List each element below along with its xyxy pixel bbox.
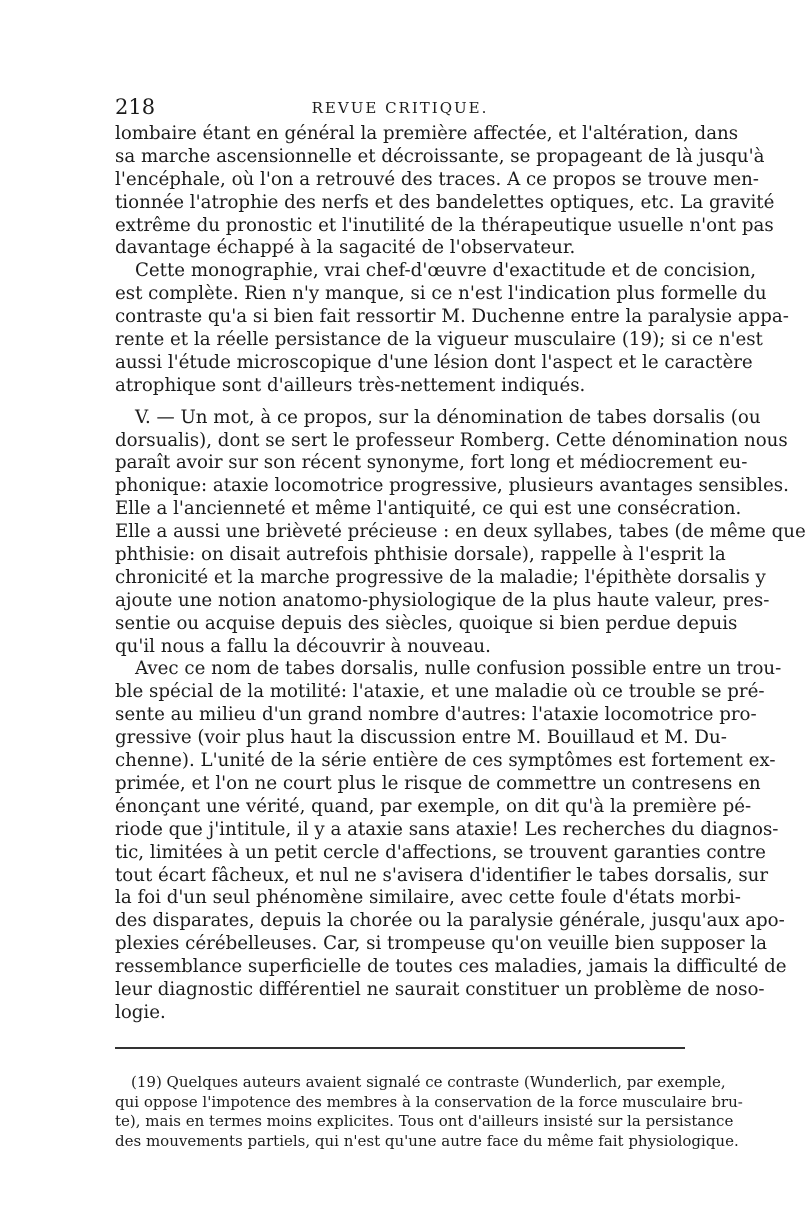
text-line: tout écart fâcheux, et nul ne s'avisera d'identifier le tabes dorsalis, sur <box>115 864 769 886</box>
text-line: Cette monographie, vrai chef-d'œuvre d'exactitude et de concision, <box>135 260 757 282</box>
text-line: sente au milieu d'un grand nombre d'autres: l'ataxie locomotrice pro- <box>115 704 757 726</box>
text-line: sa marche ascensionnelle et décroissante, se propageant de là jusqu'à <box>115 145 765 167</box>
page-number: 218 <box>115 95 156 119</box>
text-line: lombaire étant en général la première affectée, et l'altération, dans <box>115 123 739 144</box>
text-line: dorsualis), dont se sert le professeur Romberg. Cette dénomination nous <box>115 429 788 451</box>
journal-title: REVUE CRITIQUE. <box>311 99 489 117</box>
text-line: chronicité et la marche progressive de la maladie; l'épithète dorsalis y <box>115 566 766 588</box>
text-line: contraste qu'a si bien fait ressortir M. Duchenne entre la paralysie appa- <box>115 306 789 328</box>
text-line: énonçant une vérité, quand, par exemple, on dit qu'à la première pé- <box>115 795 752 817</box>
text-line: logie. <box>115 1001 166 1023</box>
text-line: tic, limitées à un petit cercle d'affections, se trouvent garanties contre <box>115 841 766 863</box>
running-header <box>115 95 685 123</box>
text-line: plexies cérébelleuses. Car, si trompeuse qu'on veuille bien supposer la <box>115 933 768 955</box>
text-line: est complète. Rien n'y manque, si ce n'est l'indication plus formelle du <box>115 283 767 305</box>
text-line: paraît avoir sur son récent synonyme, fort long et médiocrement eu- <box>115 452 748 474</box>
text-line: tionnée l'atrophie des nerfs et des bandelettes optiques, etc. La gravité <box>115 191 775 213</box>
text-line: rente et la réelle persistance de la vigueur musculaire (19); si ce n'est <box>115 329 763 351</box>
text-line: extrême du pronostic et l'inutilité de la thérapeutique usuelle n'ont pas <box>115 214 774 236</box>
text-line: primée, et l'on ne court plus le risque de commettre un contresens en <box>115 772 761 794</box>
footnote-line: te), mais en termes moins explicites. Tous ont d'ailleurs insisté sur la persistance <box>115 1112 734 1130</box>
text-line: ble spécial de la motilité: l'ataxie, et une maladie où ce trouble se pré- <box>115 681 765 703</box>
section-gap <box>115 398 685 407</box>
text-line: gressive (voir plus haut la discussion entre M. Bouillaud et M. Du- <box>115 727 727 749</box>
text-line: aussi l'étude microscopique d'une lésion dont l'aspect et le caractère <box>115 351 753 373</box>
footnote-divider <box>115 1047 685 1049</box>
text-line: chenne). L'unité de la série entière de ces symptômes est fortement ex- <box>115 750 776 772</box>
footnotes <box>115 1073 743 1151</box>
text-line: la foi d'un seul phénomène similaire, avec cette foule d'états morbi- <box>115 887 741 909</box>
footnote-line: des mouvements partiels, qui n'est qu'une autre face du même fait physiologique. <box>115 1131 739 1150</box>
footnote-line: (19) Quelques auteurs avaient signalé ce contraste (Wunderlich, par exemple, <box>131 1073 726 1091</box>
text-line: davantage échappé à la sagacité de l'observateur. <box>115 237 576 259</box>
text-line: ajoute une notion anatomo-physiologique de la plus haute valeur, pres- <box>115 589 770 611</box>
text-line: sentie ou acquise depuis des siècles, quoique si bien perdue depuis <box>115 612 738 634</box>
text-line: phonique: ataxie locomotrice progressive, plusieurs avantages sensibles. <box>115 475 789 497</box>
text-line: qu'il nous a fallu la découvrir à nouveau. <box>115 635 491 657</box>
text-line: Avec ce nom de tabes dorsalis, nulle confusion possible entre un trou- <box>135 658 782 680</box>
text-line: des disparates, depuis la chorée ou la paralysie générale, jusqu'aux apo- <box>115 910 785 932</box>
text-line: l'encéphale, où l'on a retrouvé des traces. A ce propos se trouve men- <box>115 168 759 190</box>
text-line: riode que j'intitule, il y a ataxie sans ataxie! Les recherches du diagnos- <box>115 818 779 840</box>
text-line: leur diagnostic différentiel ne saurait constituer un problème de noso- <box>115 978 765 1000</box>
text-line: V. — Un mot, à ce propos, sur la dénomination de tabes dorsalis (ou <box>135 406 761 428</box>
footnote-line: qui oppose l'impotence des membres à la conservation de la force musculaire bru- <box>115 1092 743 1111</box>
text-line: atrophique sont d'ailleurs très-nettement indiqués. <box>115 374 586 396</box>
main-text <box>115 123 806 1025</box>
text-line: Elle a aussi une brièveté précieuse : en deux syllabes, tabes (de même que <box>115 521 806 543</box>
text-line: Elle a l'ancienneté et même l'antiquité, ce qui est une consécration. <box>115 498 742 520</box>
text-line: phthisie: on disait autrefois phthisie dorsale), rappelle à l'esprit la <box>115 544 726 566</box>
text-line: ressemblance superficielle de toutes ces maladies, jamais la difficulté de <box>115 956 787 978</box>
